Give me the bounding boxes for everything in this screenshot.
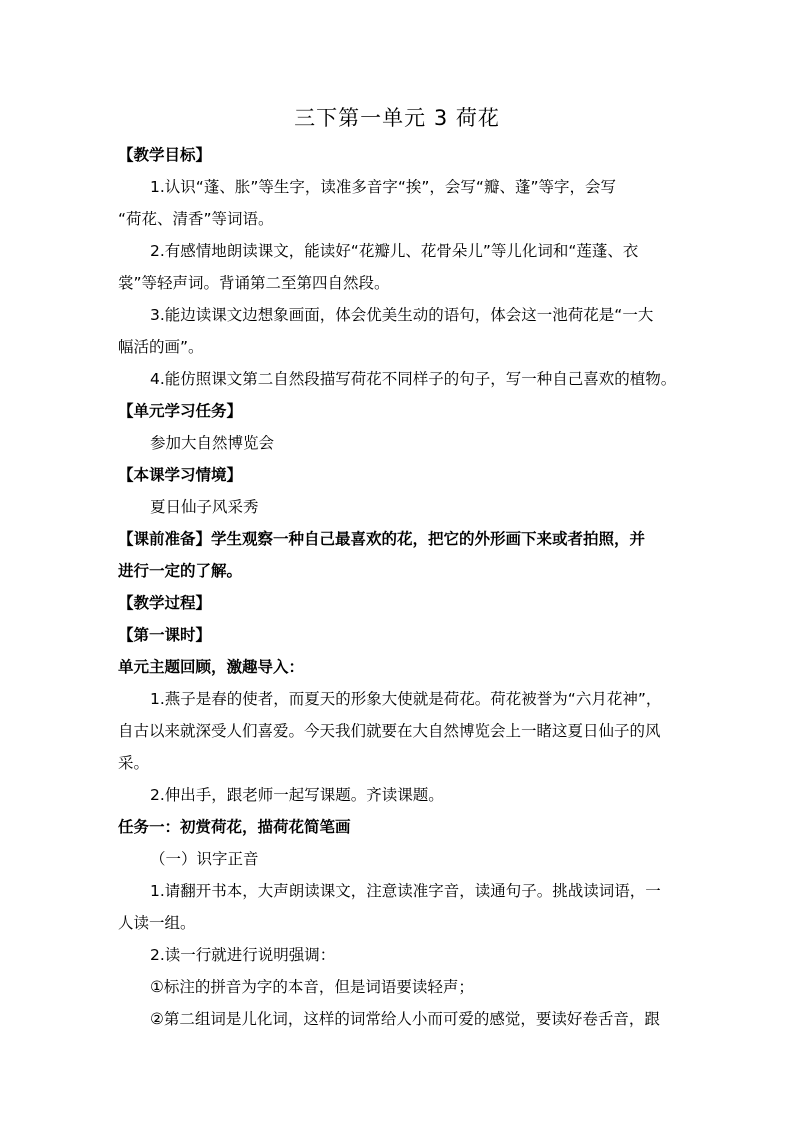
intro-1-line2: 自古以来就深受人们喜爱。今天我们就要在大自然博览会上一睹这夏日仙子的风 <box>118 722 661 740</box>
goals-heading: 【教学目标】 <box>118 146 212 164</box>
intro-1-line3: 采。 <box>118 754 150 772</box>
prep-line2: 进行一定的了解。 <box>118 562 243 580</box>
context-heading: 【本课学习情境】 <box>118 466 243 484</box>
goal-2-line1: 2.有感情地朗读课文，能读好“花瓣儿、花骨朵儿”等儿化词和“莲蓬、衣 <box>150 242 639 260</box>
document-title: 三下第一单元 3 荷花 <box>294 106 500 130</box>
goal-1-line2: “荷花、清香”等词语。 <box>118 210 274 228</box>
point-1: ①标注的拼音为字的本音，但是词语要读轻声； <box>150 978 474 996</box>
intro-1-line1: 1.燕子是春的使者，而夏天的形象大使就是荷花。荷花被誉为“六月花神”， <box>150 690 662 708</box>
context: 夏日仙子风采秀 <box>150 498 259 516</box>
step-2: 2.读一行就进行说明强调： <box>150 946 336 964</box>
review-heading: 单元主题回顾，激趣导入： <box>118 658 305 676</box>
sub1-heading: （一）识字正音 <box>150 850 259 868</box>
task1-heading: 任务一：初赏荷花，描荷花简笔画 <box>118 818 351 836</box>
step-1-line1: 1.请翻开书本，大声朗读课文，注意读准字音，读通句子。挑战读词语，一 <box>150 882 661 900</box>
point-2: ②第二组词是儿化词，这样的词常给人小而可爱的感觉，要读好卷舌音，跟 <box>150 1010 660 1028</box>
goal-4: 4.能仿照课文第二自然段描写荷花不同样子的句子，写一种自己喜欢的植物。 <box>150 370 677 388</box>
goal-1-line1: 1.认识“蓬、胀”等生字，读准多音字“挨”，会写“瓣、蓬”等字，会写 <box>150 178 616 196</box>
lesson1-heading: 【第一课时】 <box>118 626 212 644</box>
prep-line1: 【课前准备】学生观察一种自己最喜欢的花，把它的外形画下来或者拍照，并 <box>118 530 646 548</box>
goal-3-line2: 幅活的画”。 <box>118 338 204 356</box>
goal-2-line2: 裳”等轻声词。背诵第二至第四自然段。 <box>118 274 390 292</box>
unit-task: 参加大自然博览会 <box>150 434 275 452</box>
step-1-line2: 人读一组。 <box>118 914 196 932</box>
goal-3-line1: 3.能边读课文边想象画面，体会优美生动的语句，体会这一池荷花是“一大 <box>150 306 654 324</box>
process-heading: 【教学过程】 <box>118 594 212 612</box>
unit-task-heading: 【单元学习任务】 <box>118 402 243 420</box>
intro-2: 2.伸出手，跟老师一起写课题。齐读课题。 <box>150 786 444 804</box>
